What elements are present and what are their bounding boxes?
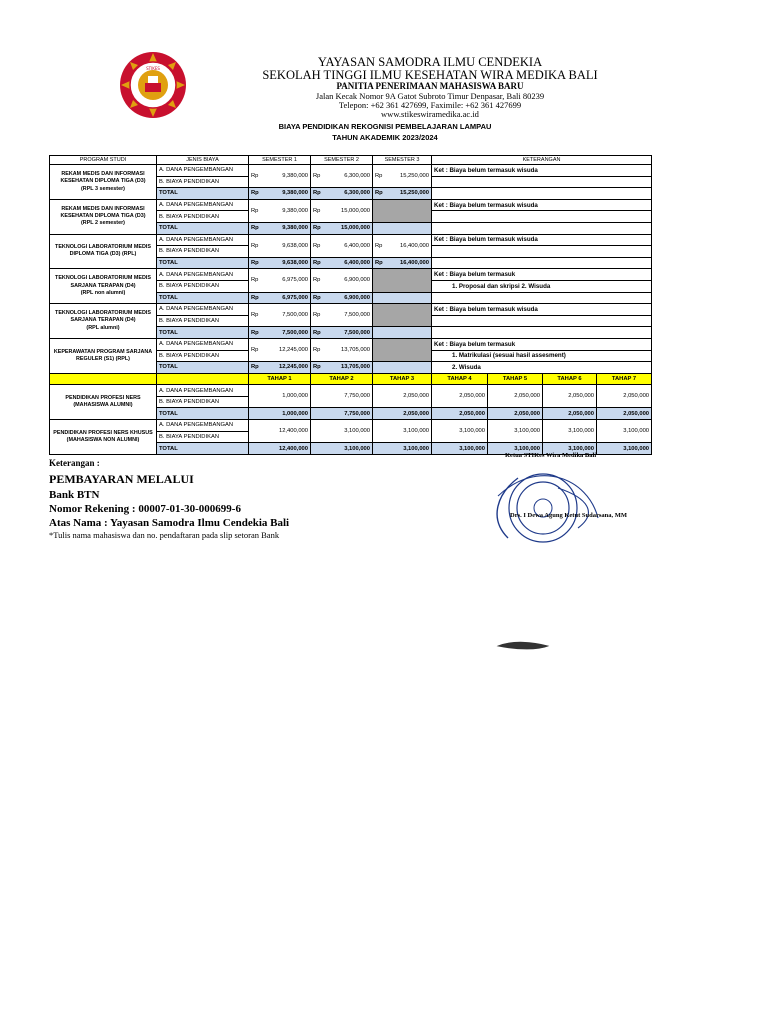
bank-name: Bank BTN — [49, 489, 100, 501]
keterangan-line-3 — [432, 257, 652, 269]
payment-notes — [49, 458, 469, 540]
sem1-cell — [249, 269, 311, 292]
program-name-cell — [50, 304, 157, 339]
header-program: PROGRAM STUDI — [50, 156, 157, 165]
sem2-value: 7,500,000 — [344, 312, 370, 319]
sem3-value: 16,400,000 — [399, 242, 429, 249]
keterangan-line-2 — [432, 211, 652, 223]
sem1-value: 7,500,000 — [282, 312, 308, 319]
tahap-value: 3,100,000 — [432, 420, 488, 443]
currency: Rp — [251, 294, 259, 301]
sem3-value: 15,250,000 — [399, 173, 429, 180]
ners-program-name: PENDIDIKAN PROFESI NERS (MAHASISWA ALUMNI) — [50, 385, 157, 420]
sem3-cell — [373, 234, 432, 257]
account-number: Nomor Rekening : 00007-01-30-000699-6 — [49, 503, 241, 515]
total-sem2: 7,500,000 — [344, 329, 370, 336]
total-sem3: 15,250,000 — [399, 190, 429, 197]
program-subtitle: (RPL non alumni) — [80, 289, 126, 296]
fee-table — [49, 155, 652, 455]
tahap-label: TAHAP 3 — [373, 373, 432, 385]
sem3-cell — [373, 304, 432, 327]
total-sem1-cell — [249, 188, 311, 200]
total-sem1-cell — [249, 362, 311, 374]
tahap-blank-2 — [157, 373, 249, 385]
program-name-cell — [50, 234, 157, 269]
keterangan-line-3: 2. Wisuda — [432, 362, 652, 374]
official-stamp-icon — [478, 448, 648, 688]
program-subtitle: (RPL alumni) — [86, 324, 120, 331]
sem1-cell — [249, 165, 311, 188]
signatory-name: Drs. I Dewa Agung Ketut Sudarsana, MM — [510, 512, 628, 519]
fee-label-a: A. DANA PENGEMBANGAN — [157, 199, 249, 211]
program-row-a — [50, 304, 652, 316]
currency: Rp — [313, 242, 321, 249]
phone: Telepon: +62 361 427699, Faximile: +62 361 427699 — [338, 99, 522, 110]
keterangan-line-3 — [432, 188, 652, 200]
total-sem1-cell — [249, 292, 311, 304]
total-label: TOTAL — [157, 257, 249, 269]
total-sem2: 13,705,000 — [340, 364, 370, 371]
total-sem2-cell — [311, 257, 373, 269]
tahap-value: 2,050,000 — [543, 385, 597, 408]
fee-label-b: B. BIAYA PENDIDIKAN — [157, 176, 249, 188]
currency: Rp — [251, 347, 259, 353]
header-sem1: SEMESTER 1 — [249, 156, 311, 165]
total-sem3-cell — [373, 327, 432, 339]
sem1-value: 9,638,000 — [282, 242, 308, 249]
total-sem3-cell — [373, 292, 432, 304]
sem1-cell — [249, 234, 311, 257]
tahap-total: 3,100,000 — [597, 443, 652, 455]
tahap-label: TAHAP 1 — [249, 373, 311, 385]
total-label: TOTAL — [157, 408, 249, 420]
tahap-value: 2,050,000 — [432, 385, 488, 408]
ners-program-name: PENDIDIKAN PROFESI NERS KHUSUS (MAHASISWA NON ALUMNI) — [50, 420, 157, 455]
sem1-value: 12,245,000 — [278, 347, 308, 353]
fee-label-b: B. BIAYA PENDIDIKAN — [157, 396, 249, 408]
total-sem2: 15,000,000 — [340, 225, 370, 232]
fee-label-a: A. DANA PENGEMBANGAN — [157, 234, 249, 246]
program-name: REKAM MEDIS DAN INFORMASI KESEHATAN DIPLOMA TIGA (D3) — [60, 170, 146, 185]
header-sem3: SEMESTER 3 — [373, 156, 432, 165]
program-name-cell — [50, 269, 157, 304]
subtitle: TAHUN AKADEMIK 2023/2024 — [332, 132, 438, 142]
tahap-label: TAHAP 4 — [432, 373, 488, 385]
title: BIAYA PENDIDIKAN REKOGNISI PEMBELAJARAN LAMPAU — [278, 122, 492, 131]
total-sem1: 9,380,000 — [282, 225, 308, 232]
currency: Rp — [251, 364, 259, 371]
notes-heading: Keterangan : — [49, 458, 100, 468]
tahap-label: TAHAP 5 — [488, 373, 543, 385]
fee-label-b: B. BIAYA PENDIDIKAN — [157, 350, 249, 362]
currency: Rp — [313, 277, 321, 284]
fee-label-a: A. DANA PENGEMBANGAN — [157, 385, 249, 397]
fee-label-b: B. BIAYA PENDIDIKAN — [157, 246, 249, 258]
signatory-title: Ketua STIKes Wira Medika Bali — [505, 452, 597, 459]
total-sem3: 16,400,000 — [399, 260, 429, 267]
currency: Rp — [375, 242, 383, 249]
keterangan-line-2: 1. Matrikulasi (sesuai hasil assesment) — [432, 350, 652, 362]
keterangan-line-2: 1. Proposal dan skripsi 2. Wisuda — [432, 280, 652, 292]
keterangan-line-1: Ket : Biaya belum termasuk wisuda — [432, 199, 652, 211]
tahap-blank — [50, 373, 157, 385]
currency: Rp — [251, 207, 259, 214]
address: Jalan Kecak Nomor 9A Gatot Subroto Timur Denpasar, Bali 80239 — [315, 90, 545, 101]
program-name: TEKNOLOGI LABORATORIUM MEDIS SARJANA TERAPAN (D4) — [55, 310, 151, 324]
payment-instruction: *Tulis nama mahasiswa dan no. pendaftaran pada slip setoran Bank — [49, 530, 280, 540]
keterangan-line-1: Ket : Biaya belum termasuk wisuda — [432, 165, 652, 177]
account-holder: Atas Nama : Yayasan Samodra Ilmu Cendekia Bali — [49, 517, 290, 529]
tahap-value: 1,000,000 — [249, 385, 311, 408]
tahap-total: 2,050,000 — [373, 408, 432, 420]
total-sem1: 6,975,000 — [282, 294, 308, 301]
table-header-row — [50, 156, 652, 165]
currency: Rp — [251, 260, 259, 267]
college-name: SEKOLAH TINGGI ILMU KESEHATAN WIRA MEDIKA BALI — [262, 68, 598, 83]
total-sem2: 6,300,000 — [344, 190, 370, 197]
tahap-value: 3,100,000 — [373, 420, 432, 443]
currency: Rp — [251, 312, 259, 319]
currency: Rp — [251, 173, 259, 180]
total-sem3-cell — [373, 222, 432, 234]
currency: Rp — [313, 329, 321, 336]
total-sem2-cell — [311, 188, 373, 200]
program-name: TEKNOLOGI LABORATORIUM MEDIS DIPLOMA TIGA (D3) (RPL) — [55, 244, 151, 258]
currency: Rp — [313, 173, 321, 180]
total-label: TOTAL — [157, 362, 249, 374]
total-sem3-cell — [373, 362, 432, 374]
tahap-value: 2,050,000 — [597, 385, 652, 408]
committee-name: PANITIA PENERIMAAN MAHASISWA BARU — [336, 81, 524, 92]
sem3-cell — [373, 269, 432, 292]
program-name-cell — [50, 338, 157, 373]
program-name-cell — [50, 165, 157, 200]
tahap-total: 7,750,000 — [311, 408, 373, 420]
svg-text:STIKES: STIKES — [146, 66, 160, 71]
tahap-total: 2,050,000 — [488, 408, 543, 420]
sem2-cell — [311, 269, 373, 292]
header-keterangan: KETERANGAN — [432, 156, 652, 165]
program-row-a — [50, 269, 652, 281]
tahap-label: TAHAP 2 — [311, 373, 373, 385]
total-sem2-cell — [311, 292, 373, 304]
keterangan-line-3 — [432, 222, 652, 234]
total-label: TOTAL — [157, 222, 249, 234]
keterangan-line-1: Ket : Biaya belum termasuk wisuda — [432, 304, 652, 316]
header-jenis: JENIS BIAYA — [157, 156, 249, 165]
tahap-total: 3,100,000 — [488, 443, 543, 455]
sem1-value: 9,380,000 — [282, 207, 308, 214]
currency: Rp — [375, 173, 383, 180]
tahap-label: TAHAP 6 — [543, 373, 597, 385]
total-sem2-cell — [311, 327, 373, 339]
program-row-a — [50, 234, 652, 246]
currency: Rp — [375, 260, 383, 267]
total-label: TOTAL — [157, 188, 249, 200]
currency: Rp — [313, 225, 321, 232]
sem2-cell — [311, 234, 373, 257]
fee-label-b: B. BIAYA PENDIDIKAN — [157, 431, 249, 443]
sem3-cell — [373, 199, 432, 222]
program-row-a — [50, 199, 652, 211]
fee-label-a: A. DANA PENGEMBANGAN — [157, 304, 249, 316]
sem1-cell — [249, 304, 311, 327]
fee-label-a: A. DANA PENGEMBANGAN — [157, 165, 249, 177]
sem2-value: 15,000,000 — [340, 207, 370, 214]
tahap-total: 3,100,000 — [432, 443, 488, 455]
fee-label-a: A. DANA PENGEMBANGAN — [157, 420, 249, 432]
tahap-total: 3,100,000 — [543, 443, 597, 455]
tahap-value: 3,100,000 — [488, 420, 543, 443]
fee-label-a: A. DANA PENGEMBANGAN — [157, 338, 249, 350]
currency: Rp — [313, 312, 321, 319]
tahap-value: 3,100,000 — [311, 420, 373, 443]
tahap-total: 3,100,000 — [311, 443, 373, 455]
tahap-total: 2,050,000 — [432, 408, 488, 420]
tahap-value: 12,400,000 — [249, 420, 311, 443]
letterhead — [240, 56, 620, 118]
tahap-total: 1,000,000 — [249, 408, 311, 420]
tahap-header-row — [50, 373, 652, 385]
fee-label-b: B. BIAYA PENDIDIKAN — [157, 315, 249, 327]
keterangan-line-2 — [432, 176, 652, 188]
sem2-value: 6,300,000 — [344, 173, 370, 180]
foundation-name: YAYASAN SAMODRA ILMU CENDEKIA — [317, 55, 543, 69]
sem1-value: 6,975,000 — [282, 277, 308, 284]
total-sem2: 6,900,000 — [344, 294, 370, 301]
keterangan-line-2 — [432, 246, 652, 258]
currency: Rp — [313, 294, 321, 301]
tahap-total: 12,400,000 — [249, 443, 311, 455]
keterangan-line-3 — [432, 327, 652, 339]
keterangan-line-1: Ket : Biaya belum termasuk — [432, 269, 652, 281]
total-label: TOTAL — [157, 292, 249, 304]
total-sem1: 9,638,000 — [282, 260, 308, 267]
payment-method: PEMBAYARAN MELALUI — [49, 472, 194, 486]
currency: Rp — [313, 364, 321, 371]
tahap-label: TAHAP 7 — [597, 373, 652, 385]
keterangan-line-1: Ket : Biaya belum termasuk — [432, 338, 652, 350]
total-sem1: 9,380,000 — [282, 190, 308, 197]
tahap-value: 2,050,000 — [488, 385, 543, 408]
sem3-cell — [373, 165, 432, 188]
sem1-cell — [249, 338, 311, 361]
program-row-a — [50, 338, 652, 350]
sem1-cell — [249, 199, 311, 222]
tahap-total: 2,050,000 — [597, 408, 652, 420]
keterangan-line-3 — [432, 292, 652, 304]
sem2-value: 6,400,000 — [344, 242, 370, 249]
sem2-cell — [311, 199, 373, 222]
total-sem3-cell — [373, 257, 432, 269]
website: www.stikeswiramedika.ac.id — [381, 108, 479, 119]
header-sem2: SEMESTER 2 — [311, 156, 373, 165]
sem2-cell — [311, 165, 373, 188]
program-name: KEPERAWATAN PROGRAM SARJANA REGULER (S1) (RPL) — [53, 348, 153, 362]
tahap-value: 3,100,000 — [543, 420, 597, 443]
program-name: REKAM MEDIS DAN INFORMASI KESEHATAN DIPLOMA TIGA (D3) — [60, 205, 146, 220]
currency: Rp — [375, 190, 383, 197]
fee-label-b: B. BIAYA PENDIDIKAN — [157, 280, 249, 292]
total-sem2: 6,400,000 — [344, 260, 370, 267]
program-row-a — [50, 165, 652, 177]
tahap-value: 2,050,000 — [373, 385, 432, 408]
ners-row-a — [50, 385, 652, 397]
total-sem2-cell — [311, 362, 373, 374]
program-name: TEKNOLOGI LABORATORIUM MEDIS SARJANA TERAPAN (D4) — [55, 275, 151, 289]
currency: Rp — [251, 242, 259, 249]
sem2-cell — [311, 304, 373, 327]
program-subtitle: (RPL 2 semester) — [81, 220, 125, 227]
total-sem1-cell — [249, 257, 311, 269]
currency: Rp — [313, 207, 321, 214]
fee-label-b: B. BIAYA PENDIDIKAN — [157, 211, 249, 223]
currency: Rp — [313, 260, 321, 267]
sem1-value: 9,380,000 — [282, 173, 308, 180]
tahap-value: 7,750,000 — [311, 385, 373, 408]
total-sem1: 7,500,000 — [282, 329, 308, 336]
sem2-cell — [311, 338, 373, 361]
ners-row-a — [50, 420, 652, 432]
document-title — [200, 122, 570, 144]
currency: Rp — [313, 347, 321, 353]
sem2-value: 13,705,000 — [340, 347, 370, 353]
keterangan-line-2 — [432, 315, 652, 327]
total-sem3-cell — [373, 188, 432, 200]
program-name-cell — [50, 199, 157, 234]
total-label: TOTAL — [157, 327, 249, 339]
total-sem1: 12,245,000 — [278, 364, 308, 371]
program-subtitle: (RPL 3 semester) — [81, 185, 125, 192]
sem3-cell — [373, 338, 432, 361]
college-logo-icon — [118, 50, 188, 120]
currency: Rp — [313, 190, 321, 197]
tahap-value: 3,100,000 — [597, 420, 652, 443]
currency: Rp — [251, 277, 259, 284]
fee-label-a: A. DANA PENGEMBANGAN — [157, 269, 249, 281]
tahap-total: 3,100,000 — [373, 443, 432, 455]
total-sem2-cell — [311, 222, 373, 234]
total-sem1-cell — [249, 222, 311, 234]
currency: Rp — [251, 329, 259, 336]
keterangan-line-1: Ket : Biaya belum termasuk wisuda — [432, 234, 652, 246]
currency: Rp — [251, 190, 259, 197]
sem2-value: 6,900,000 — [344, 277, 370, 284]
currency: Rp — [251, 225, 259, 232]
total-label: TOTAL — [157, 443, 249, 455]
tahap-total: 2,050,000 — [543, 408, 597, 420]
total-sem1-cell — [249, 327, 311, 339]
